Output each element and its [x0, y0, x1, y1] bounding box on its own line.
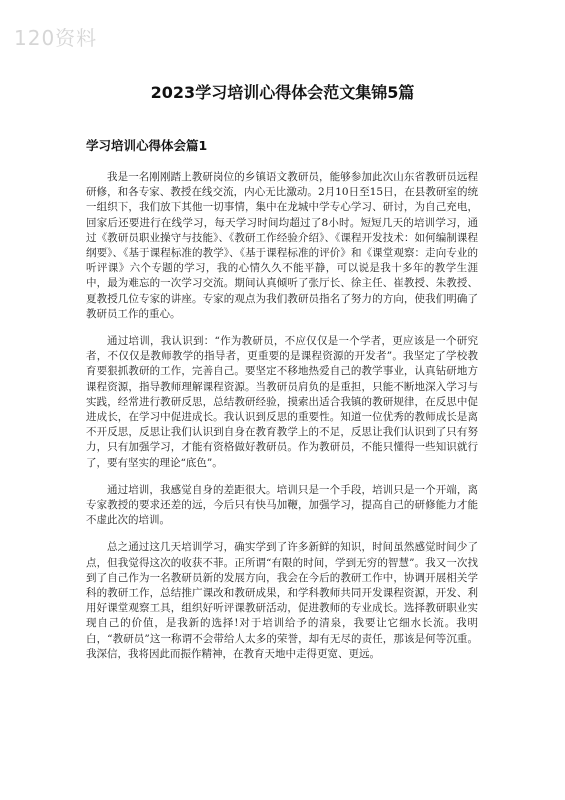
watermark-logo: 120资料	[14, 26, 98, 50]
body-paragraph-1: 我是一名刚刚踏上教研岗位的乡镇语文教研员，能够参加此次山东省教研员远程研修，和各专家、教授在线交流，内心无比激动。2月10日至15日，在县教研室的统一组织下，我们放下其他一切事情，集中在龙城中学专心学习、研讨，为自己充电，回家后还要进行在线学习，每天学习时间均超过了8小时。短短几天的培训学习，通过《教研员职业操守与技能》、《教研工作经验介绍》、《课程开发技术：如何编制课程纲要》、《基于课程标准的教学》、《基于课程标准的评价》和《课堂观察：走向专业的听评课》六个专题的学习，我的心情久久不能平静，可以说是我十多年的教学生涯中，最为难忘的一次学习交流。期间认真倾听了张厅长、徐主任、崔教授、朱教授、夏教授几位专家的讲座。专家的观点为我们教研员指名了努力的方向，使我们明确了教研员工作的重心。	[86, 171, 478, 320]
section-heading: 学习培训心得体会篇1	[86, 138, 208, 153]
document-title: 2023学习培训心得体会范文集锦5篇	[150, 83, 415, 102]
body-paragraph-3: 通过培训，我感觉自身的差距很大。培训只是一个手段，培训只是一个开端，离专家教授的要求还差的远，今后只有快马加鞭，加强学习，提高自己的研修能力才能不虚此次的培训。	[86, 483, 478, 527]
document-body	[86, 170, 478, 674]
body-paragraph-2: 通过培训，我认识到：“作为教研员，不应仅仅是一个学者，更应该是一个研究者，不仅仅是教师教学的指导者，更重要的是课程资源的开发者”。我坚定了学校教育要狠抓教研的工作，完善自己。要坚定不移地热爱自己的教学事业，认真钻研地方课程资源，指导教师理解课程资源。当教研员肩负的是重担，只能不断地深入学习与实践，经常进行教研反思，总结教研经验，摸索出适合我镇的教研规律，在反思中促进成长，在学习中促进成长。我认识到反思的重要性。知道一位优秀的教师成长是离不开反思，反思让我们认识到自身在教育教学上的不足，反思让我们认识到了只有努力，只有加强学习，才能有资格做好教研员。作为教研员，不能只懂得一些知识就行了，要有坚实的理论“底色”。	[86, 335, 478, 469]
body-paragraph-4: 总之通过这几天培训学习，确实学到了许多新鲜的知识，时间虽然感觉时间少了点，但我觉得这次的收获不菲。正所谓“有限的时间，学到无穷的智慧”。我又一次找到了自己作为一名教研员新的发展方向，我会在今后的教研工作中，协调开展相关学科的教研工作，总结推广课改和教研成果，和学科教师共同开发课程资源，开发、利用好课堂观察工具，组织好听评课教研活动，促进教师的专业成长。选择教研职业实现自己的价值，是我新的选择!对于培训给予的清泉，我要让它细水长流。我明白，“教研员”这一称谓不会带给人太多的荣誉，却有无尽的责任，那该是何等沉重。我深信，我将因此而振作精神，在教育天地中走得更宽、更远。	[86, 541, 478, 660]
